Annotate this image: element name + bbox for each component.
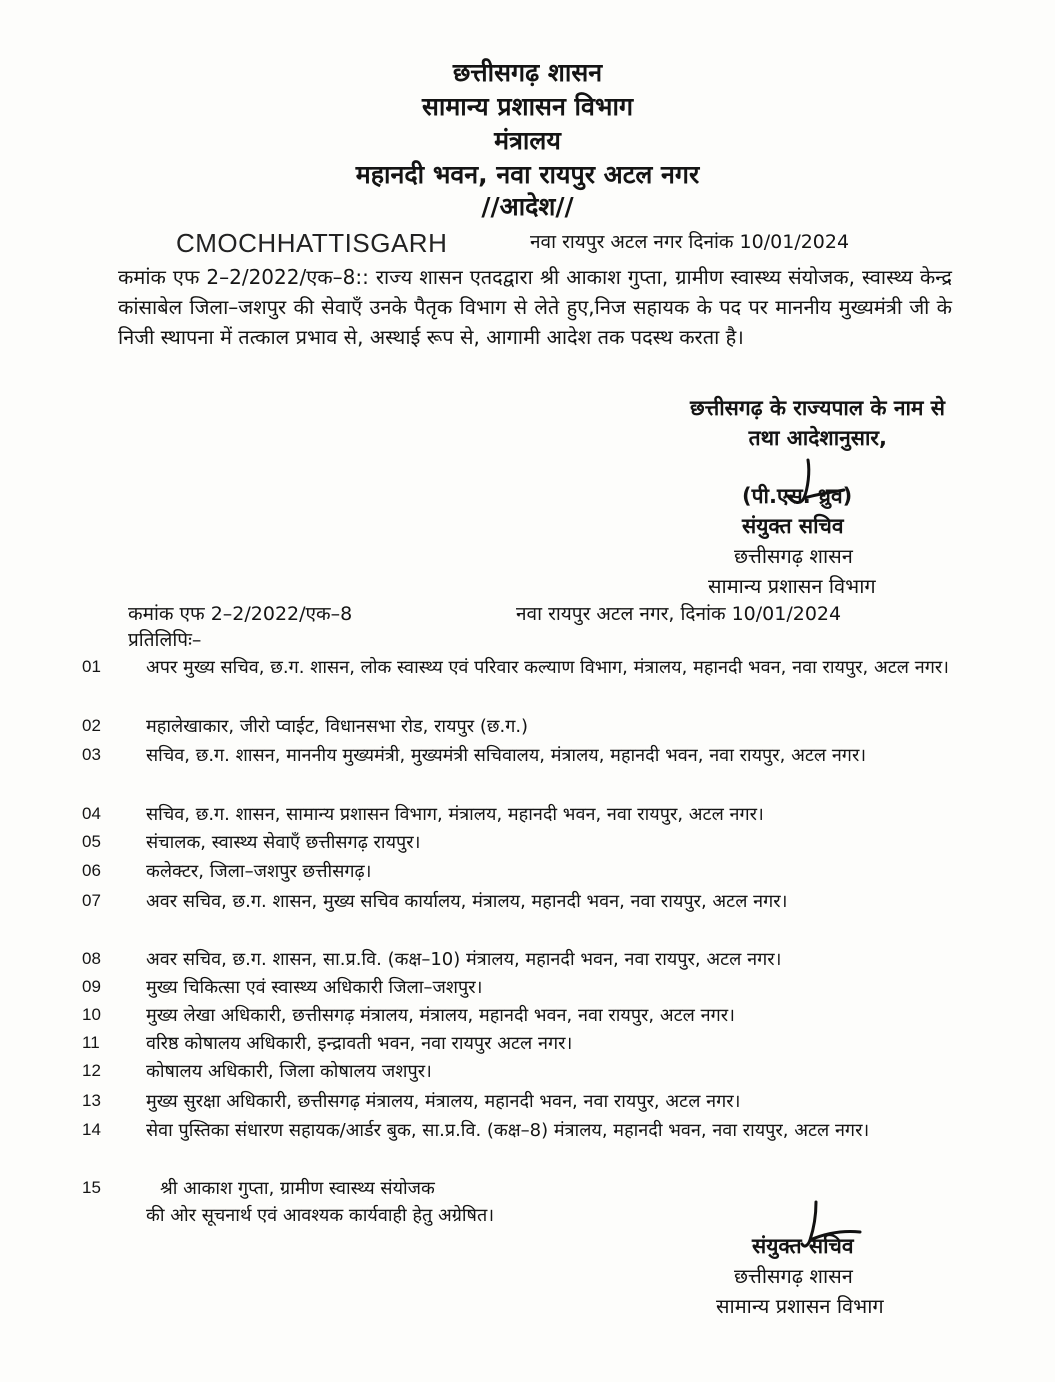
copy-item-text: सचिव, छ.ग. शासन, माननीय मुख्यमंत्री, मुख्यमंत्री सचिवालय, मंत्रालय, महानदी भवन, नवा रायपुर, अटल नगर। bbox=[146, 745, 867, 766]
copy-item-text: कलेक्टर, जिला–जशपुर छत्तीसगढ़। bbox=[146, 861, 372, 882]
copy-item-number: 02 bbox=[82, 716, 101, 735]
header-ministry: मंत्रालय bbox=[494, 126, 561, 155]
order-body: कमांक एफ 2–2/2022/एक–8:: राज्य शासन एतदद्वारा श्री आकाश गुप्ता, ग्रामीण स्वास्थ्य संयोजक, स्वास्थ्य केन्द्र कांसाबेल जिला–जशपुर की सेवाएँ उनके पैतृक विभाग से लेते हुए,निज सहायक के पद पर माननीय मुख्यमंत्री जी के निजी स्थापना में तत्काल प्रभाव से, अस्थाई रूप से, आगामी आदेश तक पदस्थ करता है। bbox=[118, 265, 952, 349]
authority-line-2: तथा आदेशानुसार, bbox=[748, 426, 887, 450]
copy-item-text: कोषालय अधिकारी, जिला कोषालय जशपुर। bbox=[146, 1061, 432, 1082]
copy-item-text: श्री आकाश गुप्ता, ग्रामीण स्वास्थ्य संयोजक bbox=[160, 1178, 435, 1199]
copy-item-text: अवर सचिव, छ.ग. शासन, सा.प्र.वि. (कक्ष–10) मंत्रालय, महानदी भवन, नवा रायपुर, अटल नगर। bbox=[146, 949, 782, 970]
copy-item-number: 12 bbox=[82, 1061, 101, 1080]
signatory-designation: संयुक्त सचिव bbox=[742, 514, 844, 538]
copy-item-text: वरिष्ठ कोषालय अधिकारी, इन्द्रावती भवन, नवा रायपुर अटल नगर। bbox=[146, 1033, 573, 1054]
copy-item-text: सचिव, छ.ग. शासन, सामान्य प्रशासन विभाग, मंत्रालय, महानदी भवन, नवा रायपुर, अटल नगर। bbox=[146, 804, 764, 825]
copy-item-text: अपर मुख्य सचिव, छ.ग. शासन, लोक स्वास्थ्य एवं परिवार कल्याण विभाग, मंत्रालय, महानदी भवन, नवा रायपुर, अटल नगर। bbox=[146, 657, 950, 678]
header-address: महानदी भवन, नवा रायपुर अटल नगर bbox=[355, 160, 700, 189]
header-government: छत्तीसगढ़ शासन bbox=[452, 58, 603, 87]
copy-label: प्रतिलिपिः– bbox=[128, 629, 202, 651]
copy-item-number: 06 bbox=[82, 861, 101, 880]
copy-item-text: अवर सचिव, छ.ग. शासन, मुख्य सचिव कार्यालय, मंत्रालय, महानदी भवन, नवा रायपुर, अटल नगर। bbox=[146, 891, 788, 912]
copy-item-number: 01 bbox=[82, 657, 101, 676]
signatory-govt: छत्तीसगढ़ शासन bbox=[734, 544, 853, 568]
copy-item-number: 07 bbox=[82, 891, 101, 910]
header-department: सामान्य प्रशासन विभाग bbox=[421, 92, 634, 121]
footer-govt: छत्तीसगढ़ शासन bbox=[734, 1264, 853, 1288]
copy-item-text: मुख्य लेखा अधिकारी, छत्तीसगढ़ मंत्रालय, मंत्रालय, महानदी भवन, नवा रायपुर, अटल नगर। bbox=[146, 1005, 735, 1026]
copy-item-text: मुख्य सुरक्षा अधिकारी, छत्तीसगढ़ मंत्रालय, मंत्रालय, महानदी भवन, नवा रायपुर, अटल नगर। bbox=[146, 1091, 741, 1112]
copy-item-number: 13 bbox=[82, 1091, 101, 1110]
copy-item-number: 04 bbox=[82, 804, 101, 823]
copy-item-number: 10 bbox=[82, 1005, 101, 1024]
signatory-name: (पी.एस. ध्रुव) bbox=[742, 484, 853, 508]
copy-closing-line: की ओर सूचनार्थ एवं आवश्यक कार्यवाही हेतु अग्रेषित। bbox=[146, 1205, 495, 1226]
authority-line-1: छत्तीसगढ़ के राज्यपाल के नाम से bbox=[690, 396, 945, 420]
copy-item-text: महालेखाकार, जीरो प्वाईट, विधानसभा रोड, रायपुर (छ.ग.) bbox=[146, 716, 529, 737]
footer-dept: सामान्य प्रशासन विभाग bbox=[716, 1294, 884, 1318]
footer-designation: संयुक्त सचिव bbox=[752, 1234, 854, 1258]
copy-reference: कमांक एफ 2–2/2022/एक–8 bbox=[128, 603, 353, 625]
order-place-date: नवा रायपुर अटल नगर दिनांक 10/01/2024 bbox=[530, 231, 850, 253]
copy-item-text: सेवा पुस्तिका संधारण सहायक/आर्डर बुक, सा.प्र.वि. (कक्ष–8) मंत्रालय, महानदी भवन, नवा रायपुर, अटल नगर। bbox=[146, 1120, 870, 1141]
copy-item-number: 08 bbox=[82, 949, 101, 968]
header-order-title: //आदेश// bbox=[481, 192, 574, 221]
copy-item-number: 09 bbox=[82, 977, 101, 996]
copy-place-date: नवा रायपुर अटल नगर, दिनांक 10/01/2024 bbox=[516, 603, 842, 625]
copy-item-number: 14 bbox=[82, 1120, 101, 1139]
copy-item-number: 05 bbox=[82, 832, 101, 851]
copy-item-number: 03 bbox=[82, 745, 101, 764]
watermark: CMOCHHATTISGARH bbox=[176, 228, 448, 258]
copy-item-number: 15 bbox=[82, 1178, 101, 1197]
signatory-dept: सामान्य प्रशासन विभाग bbox=[708, 574, 876, 598]
copy-item-text: संचालक, स्वास्थ्य सेवाएँ छत्तीसगढ़ रायपुर। bbox=[146, 832, 421, 853]
copy-item-number: 11 bbox=[82, 1033, 100, 1052]
copy-item-text: मुख्य चिकित्सा एवं स्वास्थ्य अधिकारी जिला–जशपुर। bbox=[146, 977, 483, 998]
